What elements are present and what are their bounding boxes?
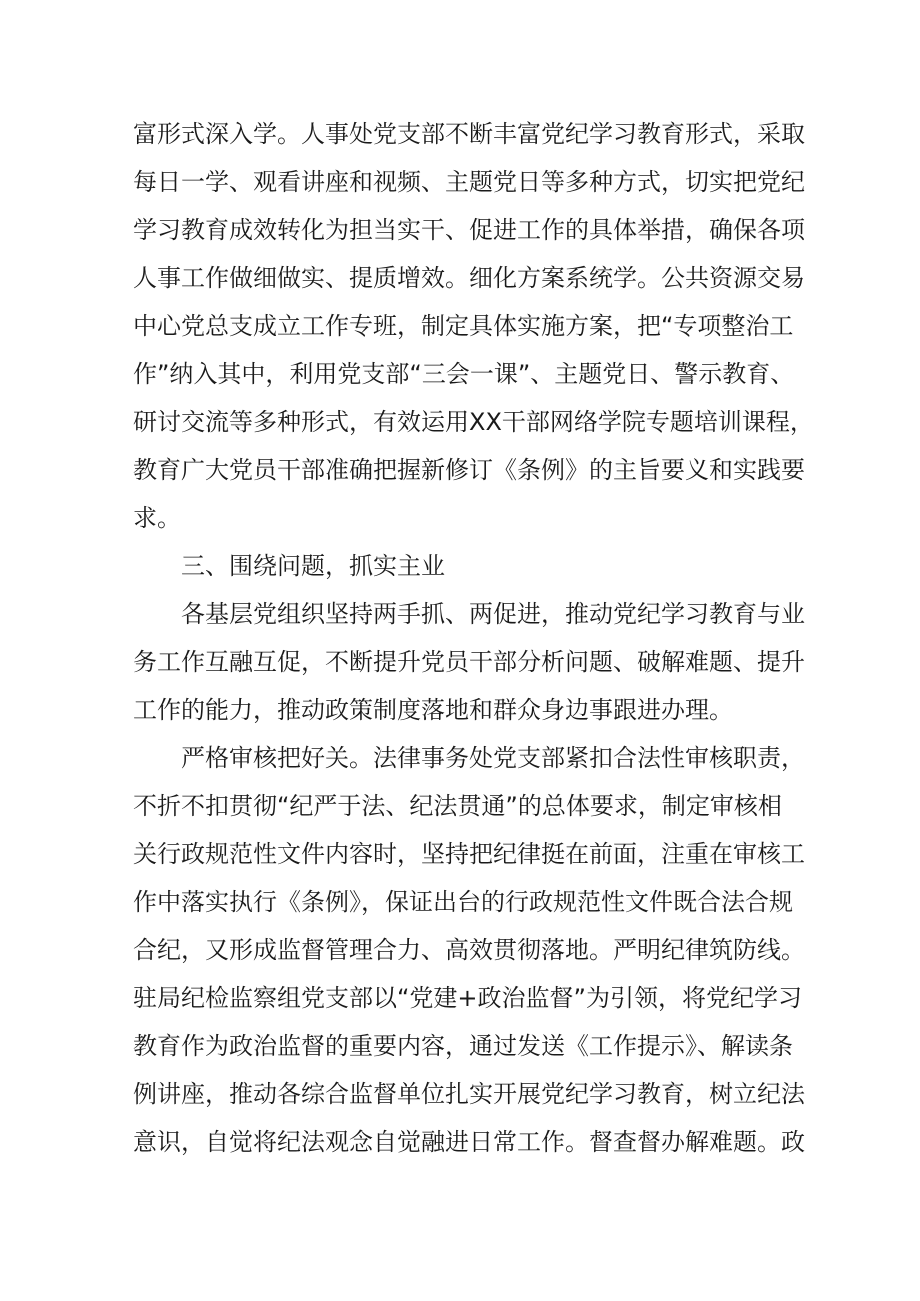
text-line: 合纪，又形成监督管理合力、高效贯彻落地。严明纪律筑防线。 [133, 936, 805, 964]
text-line: 各基层党组织坚持两手抓、两促进，推动党纪学习教育与业 [181, 600, 805, 628]
text-line: 求。 [133, 504, 181, 532]
text-line: 不折不扣贯彻“纪严于法、纪法贯通”的总体要求，制定审核相 [133, 792, 782, 820]
text-line: 作”纳入其中，利用党支部“三会一课”、主题党日、警示教育、 [133, 360, 795, 388]
text-line: 意识，自觉将纪法观念自觉融进日常工作。督查督办解难题。政 [133, 1128, 805, 1156]
text-line: 中心党总支成立工作专班，制定具体实施方案，把“专项整治工 [133, 312, 794, 340]
text-line: 每日一学、观看讲座和视频、主题党日等多种方式，切实把党纪 [133, 168, 805, 196]
text-line: 例讲座，推动各综合监督单位扎实开展党纪学习教育，树立纪法 [133, 1080, 805, 1108]
text-line: 驻局纪检监察组党支部以“党建+政治监督”为引领，将党纪学习 [133, 984, 802, 1012]
text-line: 富形式深入学。人事处党支部不断丰富党纪学习教育形式，采取 [133, 120, 805, 148]
section-heading-text: 三、围绕问题，抓实主业 [181, 552, 445, 580]
text-line: 务工作互融互促，不断提升党员干部分析问题、破解难题、提升 [133, 648, 805, 676]
text-line: 严格审核把好关。法律事务处党支部紧扣合法性审核职责， [181, 744, 805, 772]
paragraph-2 [133, 590, 805, 734]
text-line: 教育作为政治监督的重要内容，通过发送《工作提示》、解读条 [133, 1032, 793, 1060]
section-heading [133, 542, 789, 590]
paragraph-1 [133, 110, 814, 542]
paragraph-3 [133, 734, 805, 1166]
text-line: 人事工作做细做实、提质增效。细化方案系统学。公共资源交易 [133, 264, 805, 292]
text-line: 关行政规范性文件内容时，坚持把纪律挺在前面，注重在审核工 [133, 840, 805, 868]
text-line: 研讨交流等多种形式，有效运用XX干部网络学院专题培训课程， [133, 408, 814, 436]
text-line: 作中落实执行《条例》，保证出台的行政规范性文件既合法合规 [133, 888, 793, 916]
text-line: 学习教育成效转化为担当实干、促进工作的具体举措，确保各项 [133, 216, 805, 244]
text-line: 工作的能力，推动政策制度落地和群众身边事跟进办理。 [133, 696, 733, 724]
document-body [133, 110, 814, 1166]
text-line: 教育广大党员干部准确把握新修订《条例》的主旨要义和实践要 [133, 456, 805, 484]
